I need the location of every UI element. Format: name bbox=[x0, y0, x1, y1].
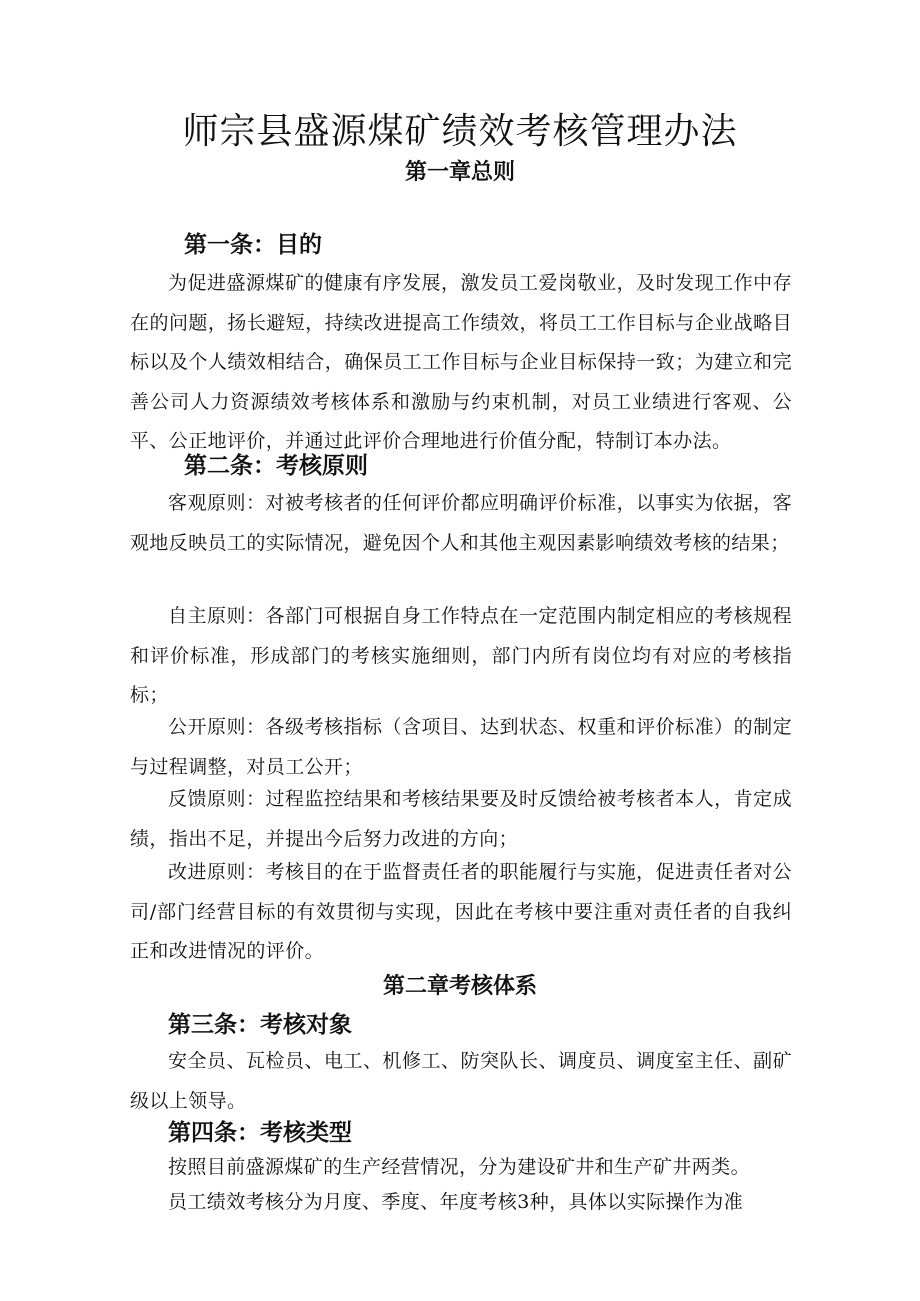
principle-feedback: 反馈原则：过程监控结果和考核结果要及时反馈给被考核者本人，肯定成绩，指出不足，并提出今后努力改进的方向； bbox=[130, 788, 792, 850]
article-2-heading: 第二条：考核原则 bbox=[184, 453, 368, 479]
principle-openness: 公开原则：各级考核指标（含项目、达到状态、权重和评价标准）的制定与过程调整，对员工公开； bbox=[130, 716, 792, 778]
article-4-text-1: 按照目前盛源煤矿的生产经营情况，分为建设矿井和生产矿井两类。 bbox=[168, 1156, 751, 1178]
principle-autonomy: 自主原则：各部门可根据自身工作特点在一定范围内制定相应的考核规程和评价标准，形成部门的考核实施细则，部门内所有岗位均有对应的考核指标； bbox=[130, 605, 792, 706]
article-4-text-2: 员工绩效考核分为月度、季度、年度考核3种，具体以实际操作为准 bbox=[168, 1191, 744, 1213]
principle-improvement: 改进原则：考核目的在于监督责任者的职能履行与实施，促进责任者对公司/部门经营目标的有效贯彻与实现，因此在考核中要注重对责任者的自我纠正和改进情况的评价。 bbox=[130, 861, 792, 962]
principle-objective: 客观原则：对被考核者的任何评价都应明确评价标准，以事实为依据，客观地反映员工的实际情况，避免因个人和其他主观因素影响绩效考核的结果； bbox=[130, 492, 792, 554]
article-4-heading: 第四条：考核类型 bbox=[168, 1120, 352, 1146]
article-3-text: 安全员、瓦检员、电工、机修工、防突队长、调度员、调度室主任、副矿级以上领导。 bbox=[130, 1050, 792, 1112]
chapter-2-heading: 第二章考核体系 bbox=[382, 974, 537, 999]
document-title: 师宗县盛源煤矿绩效考核管理办法 bbox=[182, 111, 738, 152]
chapter-1-heading: 第一章总则 bbox=[404, 160, 515, 185]
article-1-text: 为促进盛源煤矿的健康有序发展，激发员工爱岗敬业，及时发现工作中存在的问题，扬长避短，持续改进提高工作绩效，将员工工作目标与企业战略目标以及个人绩效相结合，确保员工工作目标与企业目标保持一致；为建立和完善公司人力资源绩效考核体系和激励与约束机制，对员工业绩进行客观、公平、公正地评价，并通过此评价合理地进行价值分配，特制订本办法。 bbox=[130, 272, 792, 452]
article-3-heading: 第三条：考核对象 bbox=[168, 1012, 352, 1038]
article-1-heading: 第一条：目的 bbox=[184, 232, 322, 258]
